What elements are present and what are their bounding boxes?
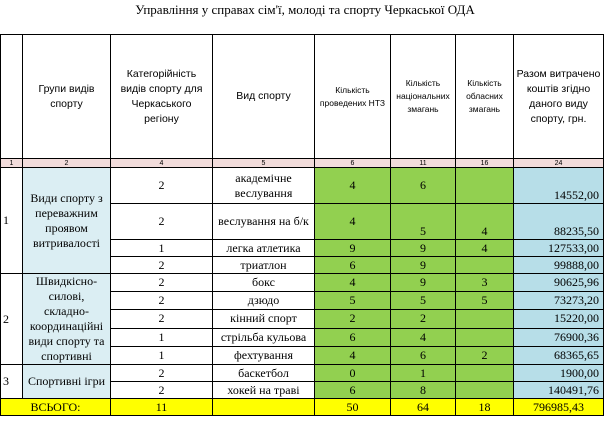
national-cell: 9 <box>391 274 456 292</box>
category-cell: 2 <box>111 310 213 328</box>
header-num <box>1 35 23 159</box>
sport-cell: легка атлетика <box>213 240 315 257</box>
ntz-cell: 4 <box>315 346 391 364</box>
cost-cell: 73273,20 <box>514 292 604 310</box>
category-cell: 1 <box>111 346 213 364</box>
national-cell: 8 <box>391 382 456 399</box>
table-row <box>1 365 604 382</box>
category-cell: 2 <box>111 168 213 204</box>
national-cell: 1 <box>391 365 456 382</box>
group-number: 1 <box>1 168 23 274</box>
total-ntz: 50 <box>315 399 391 416</box>
national-cell: 2 <box>391 310 456 328</box>
ntz-cell: 4 <box>315 204 391 240</box>
national-cell: 9 <box>391 240 456 257</box>
ntz-cell: 6 <box>315 328 391 346</box>
cost-cell: 88235,50 <box>514 204 604 240</box>
header-row <box>1 35 604 159</box>
sport-cell: триатлон <box>213 257 315 274</box>
cost-cell: 14552,00 <box>514 168 604 204</box>
regional-cell <box>456 365 514 382</box>
regional-cell <box>456 382 514 399</box>
category-cell: 2 <box>111 204 213 240</box>
cost-cell: 15220,00 <box>514 310 604 328</box>
total-category: 11 <box>111 399 213 416</box>
group-name: Спортивні ігри <box>23 365 111 399</box>
header-groups: Групи видів спорту <box>23 35 111 159</box>
national-cell: 6 <box>391 168 456 204</box>
category-cell: 2 <box>111 257 213 274</box>
col-number: 4 <box>111 159 213 168</box>
sport-cell: хокей на траві <box>213 382 315 399</box>
cost-cell: 90625,96 <box>514 274 604 292</box>
table-row <box>1 274 604 292</box>
sport-cell: кінний спорт <box>213 310 315 328</box>
national-cell: 5 <box>391 204 456 240</box>
ntz-cell: 5 <box>315 292 391 310</box>
category-cell: 2 <box>111 292 213 310</box>
sport-cell: академічне веслування <box>213 168 315 204</box>
ntz-cell: 9 <box>315 240 391 257</box>
cost-cell: 76900,36 <box>514 328 604 346</box>
header-national: Кількість національних змагань <box>391 35 456 159</box>
header-regional: Кількість обласних змагань <box>456 35 514 159</box>
cost-cell: 99888,00 <box>514 257 604 274</box>
total-cost: 796985,43 <box>514 399 604 416</box>
regional-cell <box>456 328 514 346</box>
national-cell: 4 <box>391 328 456 346</box>
regional-cell: 5 <box>456 292 514 310</box>
national-cell: 5 <box>391 292 456 310</box>
total-sport <box>213 399 315 416</box>
group-number: 3 <box>1 365 23 399</box>
col-number: 2 <box>23 159 111 168</box>
col-number: 5 <box>213 159 315 168</box>
total-row <box>1 399 604 416</box>
sport-cell: баскетбол <box>213 365 315 382</box>
total-national: 64 <box>391 399 456 416</box>
sport-cell: дзюдо <box>213 292 315 310</box>
category-cell: 2 <box>111 382 213 399</box>
header-total-cost: Разом витрачено коштів згідно даного виду спорту, грн. <box>514 35 604 159</box>
ntz-cell: 6 <box>315 257 391 274</box>
table-row <box>1 168 604 204</box>
sports-table <box>0 34 604 416</box>
sport-cell: бокс <box>213 274 315 292</box>
regional-cell <box>456 257 514 274</box>
ntz-cell: 4 <box>315 168 391 204</box>
header-sport: Вид спорту <box>213 35 315 159</box>
col-number: 6 <box>315 159 391 168</box>
regional-cell <box>456 310 514 328</box>
cost-cell: 68365,65 <box>514 346 604 364</box>
ntz-cell: 6 <box>315 382 391 399</box>
ntz-cell: 2 <box>315 310 391 328</box>
category-cell: 2 <box>111 274 213 292</box>
col-number: 16 <box>456 159 514 168</box>
group-number: 2 <box>1 274 23 365</box>
category-cell: 1 <box>111 328 213 346</box>
ntz-cell: 4 <box>315 274 391 292</box>
sport-cell: веслування на б/к <box>213 204 315 240</box>
category-cell: 1 <box>111 240 213 257</box>
total-regional: 18 <box>456 399 514 416</box>
total-label: ВСЬОГО: <box>1 399 111 416</box>
sport-cell: фехтування <box>213 346 315 364</box>
header-category: Категорійність видів спорту для Черкаського регіону <box>111 35 213 159</box>
col-number: 11 <box>391 159 456 168</box>
page-title: Управління у справах сім'ї, молоді та спорту Черкаської ОДА <box>135 2 475 17</box>
group-name: Види спорту з переважним проявом витривалості <box>23 168 111 274</box>
col-number: 1 <box>1 159 23 168</box>
cost-cell: 1900,00 <box>514 365 604 382</box>
regional-cell: 4 <box>456 240 514 257</box>
group-name: Швидкісно-силові, складно-координаційні види спорту та спортивні <box>23 274 111 365</box>
regional-cell <box>456 168 514 204</box>
national-cell: 9 <box>391 257 456 274</box>
category-cell: 2 <box>111 365 213 382</box>
regional-cell: 2 <box>456 346 514 364</box>
national-cell: 6 <box>391 346 456 364</box>
sport-cell: стрільба кульова <box>213 328 315 346</box>
regional-cell: 4 <box>456 204 514 240</box>
regional-cell: 3 <box>456 274 514 292</box>
header-ntz: Кількість проведених НТЗ <box>315 35 391 159</box>
col-number: 24 <box>514 159 604 168</box>
ntz-cell: 0 <box>315 365 391 382</box>
column-numbers-row <box>1 159 604 168</box>
cost-cell: 140491,76 <box>514 382 604 399</box>
cost-cell: 127533,00 <box>514 240 604 257</box>
